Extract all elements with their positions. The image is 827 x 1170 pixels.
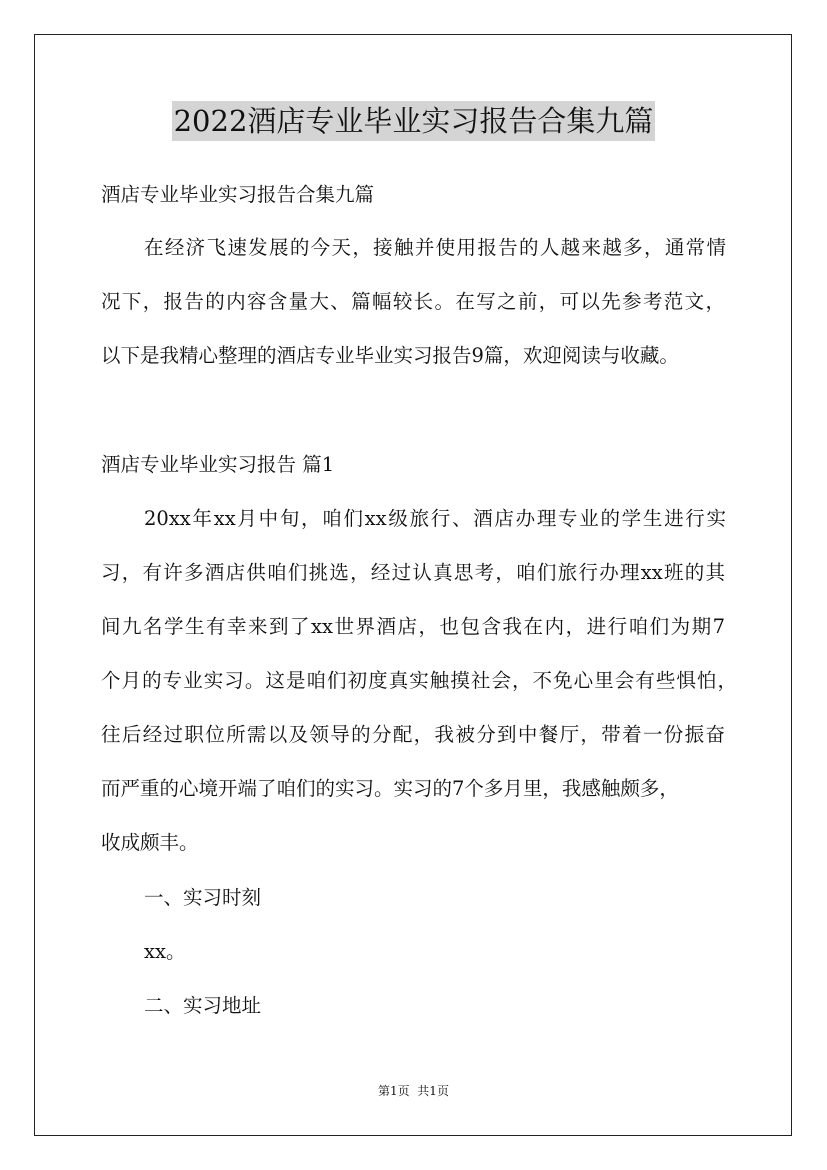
intro-line-2: 况下，报告的内容含量大、篇幅较长。在写之前，可以先参考范文， <box>101 290 725 313</box>
body-line-2: 习，有许多酒店供咱们挑选，经过认真思考，咱们旅行办理xx班的其 <box>101 561 725 584</box>
body-line-6: 而严重的心境开端了咱们的实习。实习的7个多月里，我感触颇多， <box>101 777 679 800</box>
title-block <box>0 101 827 141</box>
body-line-3: 间九名学生有幸来到了xx世界酒店，也包含我在内，进行咱们为期7 <box>101 615 725 638</box>
item2-heading: 二、实习地址 <box>144 994 262 1017</box>
section-heading: 酒店专业毕业实习报告 篇1 <box>101 453 335 476</box>
document-title: 2022酒店专业毕业实习报告合集九篇 <box>172 101 656 141</box>
body-line-4: 个月的专业实习。这是咱们初度真实触摸社会，不免心里会有些惧怕， <box>101 669 737 692</box>
body-line-5: 往后经过职位所需以及领导的分配，我被分到中餐厅，带着一份振奋 <box>101 723 725 746</box>
item1-value: xx。 <box>144 940 186 963</box>
intro-line-3: 以下是我精心整理的酒店专业毕业实习报告9篇，欢迎阅读与收藏。 <box>101 344 679 367</box>
item1-heading: 一、实习时刻 <box>144 886 262 909</box>
body-line-1: 20xx年xx月中旬，咱们xx级旅行、酒店办理专业的学生进行实 <box>144 507 726 530</box>
intro-line-1: 在经济飞速发展的今天，接触并使用报告的人越来越多，通常情 <box>144 236 726 259</box>
page-number-footer: 第1页 共1页 <box>378 1084 449 1098</box>
body-line-7: 收成颇丰。 <box>101 831 199 854</box>
document-subtitle: 酒店专业毕业实习报告合集九篇 <box>101 183 375 206</box>
